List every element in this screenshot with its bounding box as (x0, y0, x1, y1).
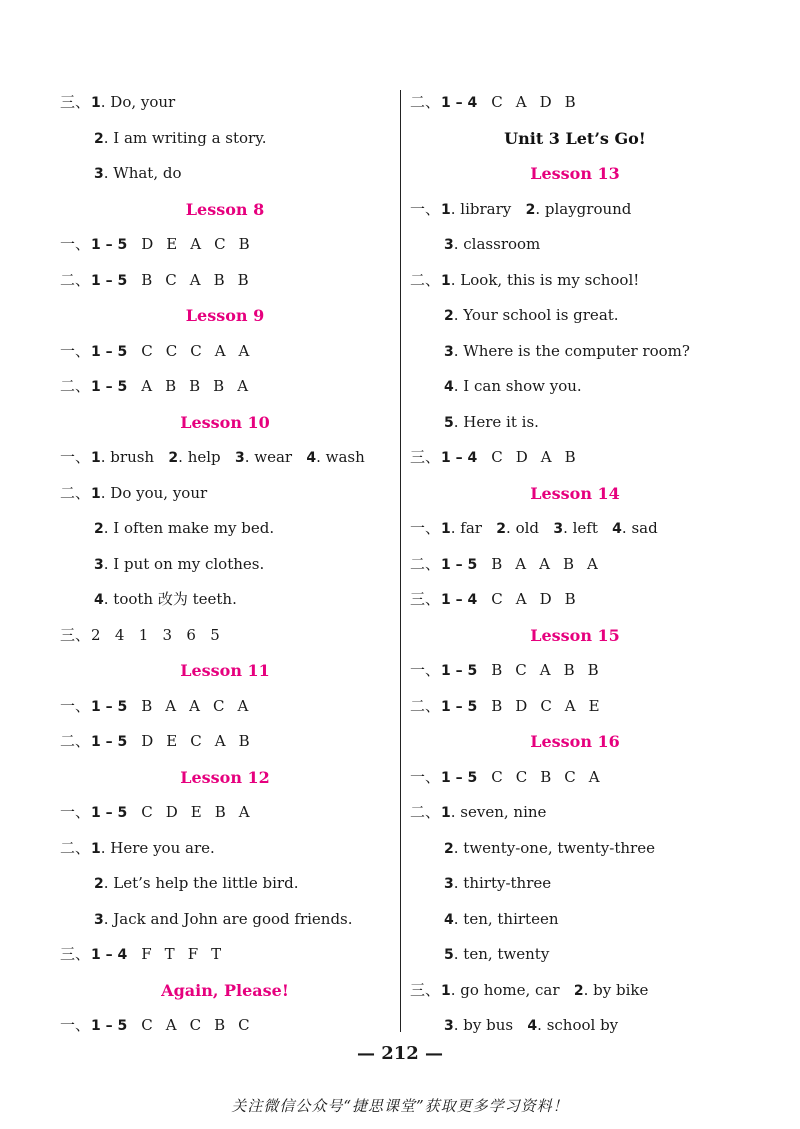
answer-letter: F (141, 945, 152, 963)
section-number: 二、 (60, 732, 91, 750)
section-number: 三、 (60, 93, 91, 111)
section-number: 一、 (60, 803, 91, 821)
lesson-heading: Lesson 14 (530, 483, 620, 503)
answer-letter: B (238, 732, 250, 750)
answer-line (60, 476, 390, 512)
answer-text: . school by (537, 1016, 619, 1034)
answer-line (410, 192, 740, 228)
answer-letter: B (238, 235, 250, 253)
answer-letter: C (491, 93, 503, 111)
item-number: 3 (444, 343, 454, 360)
answer-letter: A (165, 1016, 177, 1034)
answer-text: . I often make my bed. (103, 519, 275, 537)
lesson-heading: Lesson 9 (185, 306, 265, 325)
answer-letter: E (190, 803, 202, 821)
lesson-heading: Lesson 8 (185, 199, 265, 219)
answer-letter: B (491, 554, 503, 573)
answer-line (410, 334, 740, 370)
section-number: 一、 (60, 448, 91, 466)
item-number: 1 (91, 450, 101, 466)
answer-text: . Here you are. (100, 838, 215, 857)
answer-text: . by bike (583, 980, 649, 999)
answer-text: . I put on my clothes. (103, 554, 265, 573)
answer-letter: A (238, 803, 250, 821)
item-number: 1 (91, 95, 101, 111)
lesson-heading: Lesson 13 (530, 164, 620, 183)
answer-row (60, 369, 390, 405)
answer-line (410, 795, 740, 831)
section-number: 二、 (60, 483, 91, 502)
answer-text: . sad (621, 519, 658, 537)
answer-letter: C (515, 661, 527, 679)
answer-row (410, 85, 740, 121)
section-number: 二、 (410, 93, 441, 111)
question-range: 1 – 5 (441, 698, 478, 715)
page-number: — 212 — (356, 1043, 444, 1064)
section-number: 二、 (410, 696, 441, 715)
answer-text: . far (450, 519, 497, 537)
item-number: 4 (444, 911, 454, 928)
answer-text: . library (450, 199, 526, 218)
item-number: 2 (496, 521, 507, 537)
answer-letter: B (491, 661, 503, 679)
item-number: 1 (441, 272, 451, 289)
answer-letter: B (214, 803, 226, 821)
answer-row (410, 547, 740, 583)
item-number: 3 (94, 166, 104, 182)
answer-letter: E (166, 235, 178, 253)
section-number: 二、 (410, 803, 441, 821)
answer-text: . brush (100, 448, 169, 466)
answer-letter: D (141, 732, 154, 750)
answer-letter: C (212, 696, 225, 715)
answer-text: . What, do (103, 164, 182, 182)
answer-letter: B (189, 377, 201, 395)
item-number: 2 (94, 876, 104, 892)
question-range: 1 – 5 (441, 556, 478, 573)
item-number: 4 (527, 1018, 538, 1034)
section-number: 一、 (60, 341, 91, 360)
item-number: 2 (525, 201, 536, 218)
answer-line (60, 866, 390, 902)
question-range: 1 – 5 (91, 698, 128, 715)
section-number: 一、 (410, 519, 441, 537)
answer-letter: B (141, 696, 153, 715)
item-number: 3 (444, 1018, 454, 1034)
answer-text: . tooth 改为 teeth. (103, 590, 237, 608)
answer-text: . Do, your (100, 93, 176, 111)
answer-letter: E (166, 732, 178, 750)
section-number: 二、 (60, 377, 91, 395)
item-number: 2 (168, 450, 179, 466)
item-number: 4 (612, 521, 622, 537)
answer-letter: A (515, 554, 527, 573)
answer-letter: C (515, 767, 528, 786)
item-number: 1 (91, 485, 101, 502)
item-number: 1 (441, 805, 451, 821)
answer-line (60, 156, 390, 192)
answer-row (60, 724, 390, 760)
answer-letter: D (515, 448, 528, 466)
question-range: 1 – 5 (91, 237, 128, 253)
section-number: 三、 (410, 448, 441, 466)
lesson-heading: Lesson 10 (180, 412, 270, 432)
answer-letter: B (563, 661, 575, 679)
section-number: 一、 (60, 235, 91, 253)
answer-letter: C (141, 341, 153, 360)
answer-line (60, 121, 390, 157)
answer-text: . I am writing a story. (103, 128, 267, 147)
answer-letter: B (141, 270, 153, 289)
answer-text: . Do you, your (100, 483, 208, 502)
answer-letter: C (491, 767, 503, 786)
question-range: 1 – 4 (441, 450, 478, 466)
section-number: 一、 (60, 696, 91, 715)
answer-letter: C (491, 590, 503, 608)
answer-row (60, 1008, 390, 1044)
answer-letter: D (539, 93, 552, 111)
answer-letter: C (189, 1016, 202, 1034)
answer-letter: A (237, 696, 249, 715)
answer-letter: F (187, 945, 199, 963)
answer-letter: C (141, 1016, 153, 1034)
item-number: 1 (91, 840, 101, 857)
question-range: 1 – 5 (91, 805, 128, 821)
answer-letter: T (211, 945, 222, 963)
answer-letter: C (165, 270, 177, 289)
section-number: 二、 (60, 838, 91, 857)
answer-letter: B (237, 270, 249, 289)
answer-letter: B (540, 767, 552, 786)
answer-letter: A (588, 767, 600, 786)
answer-row (410, 440, 740, 476)
answer-text: . ten, thirteen (453, 909, 559, 928)
answer-text: . thirty-three (453, 874, 552, 892)
answer-line (410, 227, 740, 263)
section-number: 一、 (410, 767, 441, 786)
answer-text: . Here it is. (453, 412, 539, 431)
answer-letter: B (213, 377, 225, 395)
section-number: 三、 (410, 980, 441, 999)
answer-letter: A (238, 341, 250, 360)
question-range: 1 – 5 (91, 1018, 128, 1034)
question-range: 1 – 4 (91, 947, 128, 963)
question-range: 1 – 4 (441, 592, 478, 608)
answer-letter: C (165, 341, 178, 360)
question-range: 1 – 5 (441, 769, 478, 786)
section-number: 二、 (60, 270, 91, 289)
unit-title: Unit 3 Let’s Go! (504, 128, 646, 148)
answer-letter: A (237, 377, 249, 395)
answer-letter: A (189, 270, 201, 289)
answer-letter: A (564, 696, 576, 715)
answer-text: . by bus (453, 1016, 528, 1034)
answer-line (60, 547, 390, 583)
answer-text: . Jack and John are good friends. (103, 909, 353, 928)
answer-line (410, 1008, 740, 1044)
answer-line (410, 937, 740, 973)
answer-letter: B (214, 1016, 226, 1034)
answer-line (410, 298, 740, 334)
answer-letter: D (141, 235, 154, 253)
answer-letter: B (491, 696, 503, 715)
answer-letter: C (190, 732, 202, 750)
lesson-heading: Lesson 16 (530, 732, 620, 751)
answer-text: . go home, car (450, 980, 574, 999)
right-column (410, 85, 740, 1044)
item-number: 4 (94, 592, 104, 608)
item-number: 4 (444, 379, 454, 395)
section-number: 一、 (60, 1016, 91, 1034)
answer-line (60, 618, 390, 654)
answer-letter: B (564, 93, 576, 111)
answer-text: . I can show you. (453, 377, 582, 395)
answer-line (60, 511, 390, 547)
item-number: 2 (94, 521, 104, 537)
lesson-heading: Lesson 12 (180, 767, 270, 787)
answer-text: . help (178, 448, 235, 466)
item-number: 2 (444, 308, 454, 324)
lesson-heading: Lesson 11 (180, 661, 270, 680)
answer-letter: A (214, 341, 226, 360)
answer-letter: T (164, 945, 175, 963)
section-number: 二、 (410, 270, 441, 289)
item-number: 1 (441, 521, 451, 537)
left-column (60, 85, 390, 1044)
answer-line (410, 902, 740, 938)
answer-letter: D (539, 590, 552, 608)
section-number: 一、 (410, 199, 441, 218)
answer-line (410, 831, 740, 867)
answer-text: . twenty-one, twenty-three (453, 838, 655, 857)
item-number: 1 (441, 201, 451, 218)
answer-letter: A (587, 554, 598, 573)
item-number: 3 (444, 237, 454, 253)
answer-letter: A (515, 93, 527, 111)
question-range: 1 – 5 (91, 734, 128, 750)
item-number: 5 (444, 947, 454, 963)
item-number: 2 (573, 982, 584, 999)
answer-row (60, 689, 390, 725)
section-number: 三、 (60, 625, 91, 644)
answer-text: . playground (535, 199, 632, 218)
item-number: 3 (234, 450, 245, 466)
answer-letter: C (564, 767, 576, 786)
answer-letter: B (564, 590, 576, 608)
answer-line (60, 440, 390, 476)
answer-letter: A (539, 661, 551, 679)
answer-line (410, 511, 740, 547)
answer-line (410, 405, 740, 441)
question-range: 1 – 5 (91, 272, 128, 289)
answer-letter: D (165, 803, 178, 821)
answer-line (410, 866, 740, 902)
answer-letter: A (539, 554, 550, 573)
answer-letter: A (540, 448, 552, 466)
item-number: 5 (444, 414, 454, 431)
answer-row (60, 227, 390, 263)
answer-text: . classroom (453, 235, 541, 253)
answer-letter: D (515, 696, 528, 715)
answer-row (60, 937, 390, 973)
answer-letter: A (141, 377, 153, 395)
answer-letter: C (491, 448, 503, 466)
footer-note: 关注微信公众号“捷思课堂”获取更多学习资料！ (231, 1097, 569, 1115)
item-number: 3 (94, 556, 104, 573)
answer-letter: C (540, 696, 552, 715)
column-divider (400, 90, 401, 1032)
answer-letter: B (213, 270, 225, 289)
item-number: 1 (441, 982, 451, 999)
answer-text: . wash (316, 448, 365, 466)
answer-letter: A (214, 732, 226, 750)
item-number: 2 (94, 130, 104, 147)
answer-row (60, 795, 390, 831)
answer-row (410, 760, 740, 796)
answer-line (60, 582, 390, 618)
item-number: 3 (444, 876, 454, 892)
answer-letter: A (165, 696, 177, 715)
answer-letter: B (562, 554, 574, 573)
answer-letter: C (238, 1016, 250, 1034)
answer-text: 2 4 1 3 6 5 (91, 625, 220, 644)
answer-text: . Look, this is my school! (450, 270, 640, 289)
answer-letter: C (214, 235, 226, 253)
answer-letter: A (190, 235, 202, 253)
answer-letter: C (190, 341, 202, 360)
answer-letter: B (587, 661, 599, 679)
question-range: 1 – 4 (441, 95, 478, 111)
question-range: 1 – 5 (91, 343, 128, 360)
answer-text: . Where is the computer room? (453, 341, 690, 360)
answer-line (60, 831, 390, 867)
answer-row (60, 263, 390, 299)
answer-text: . ten, twenty (453, 945, 550, 963)
answer-text: . left (563, 519, 613, 537)
answer-letter: A (515, 590, 527, 608)
item-number: 3 (553, 521, 564, 537)
question-range: 1 – 5 (441, 663, 478, 679)
answer-line (60, 85, 390, 121)
answer-row (60, 334, 390, 370)
answer-letter: A (189, 696, 200, 715)
answer-row (410, 689, 740, 725)
answer-line (410, 973, 740, 1009)
item-number: 4 (306, 450, 317, 466)
lesson-heading: Lesson 15 (530, 625, 620, 645)
section-number: 一、 (410, 661, 441, 679)
answer-line (410, 369, 740, 405)
item-number: 2 (444, 840, 454, 857)
section-number: 三、 (410, 590, 441, 608)
answer-letter: E (588, 696, 600, 715)
answer-text: . old (506, 519, 554, 537)
answer-line (60, 902, 390, 938)
answer-row (410, 582, 740, 618)
answer-row (410, 653, 740, 689)
answer-letter: C (141, 803, 153, 821)
section-number: 三、 (60, 945, 91, 963)
answer-text: . Your school is great. (453, 306, 619, 324)
section-number: 二、 (410, 554, 441, 573)
answer-line (410, 263, 740, 299)
item-number: 3 (94, 911, 104, 928)
lesson-heading: Again, Please! (161, 980, 289, 1000)
answer-text: . wear (244, 448, 307, 466)
answer-letter: B (165, 377, 177, 395)
question-range: 1 – 5 (91, 379, 128, 395)
answer-text: . Let’s help the little bird. (103, 874, 299, 892)
answer-text: . seven, nine (450, 803, 547, 821)
answer-letter: B (564, 448, 576, 466)
